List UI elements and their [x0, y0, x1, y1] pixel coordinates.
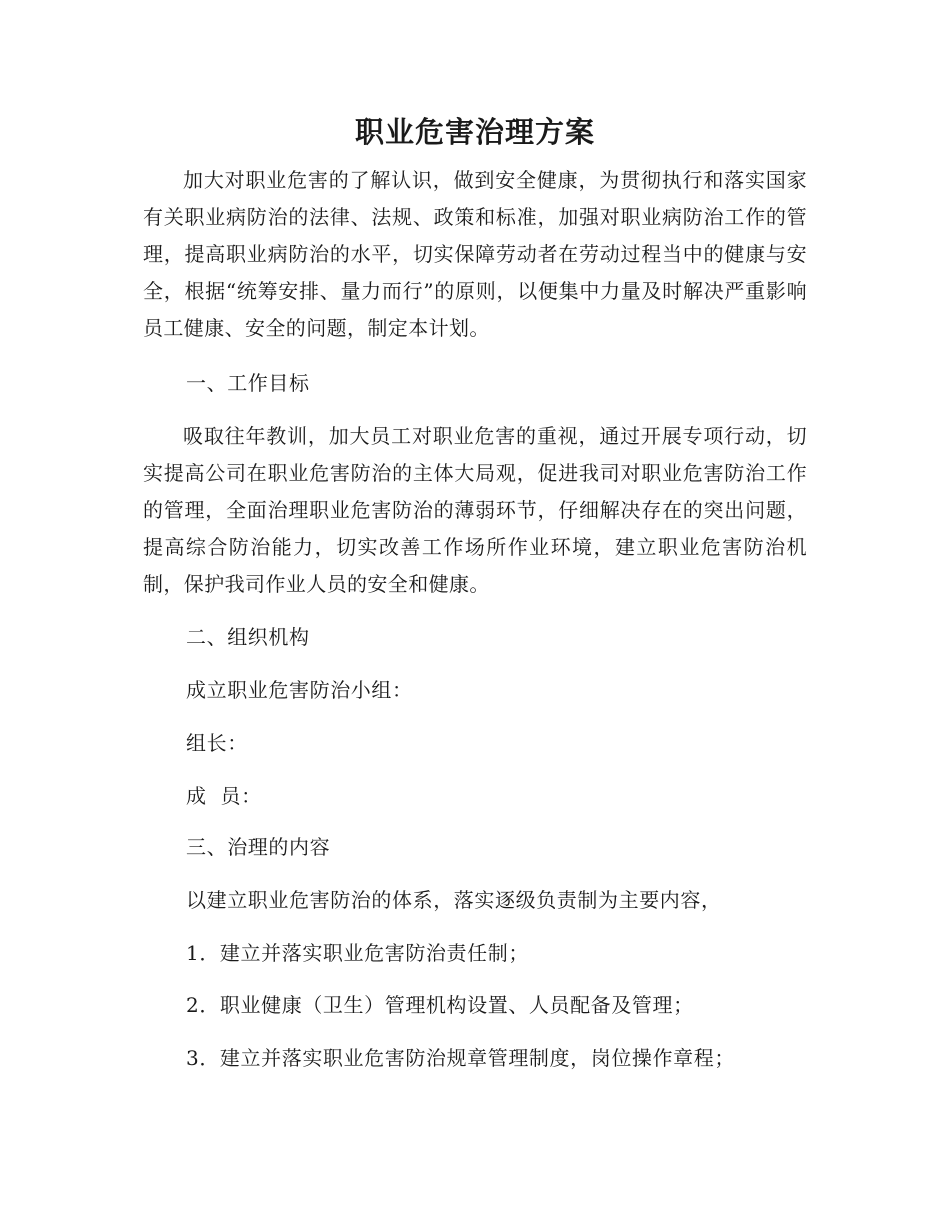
section-heading-work-goals: 一、工作目标	[186, 371, 310, 395]
leader-line: 组长：	[186, 731, 248, 755]
work-goals-paragraph: 吸取往年教训，加大员工对职业危害的重视，通过开展专项行动，切实提高公司在职业危害防治的主体大局观，促进我司对职业危害防治工作的管理，全面治理职业危害防治的薄弱环节，仔细解决存在的突出问题，提高综合防治能力，切实改善工作场所作业环境，建立职业危害防治机制，保护我司作业人员的安全和健康。	[143, 424, 807, 596]
list-item: 3．建立并落实职业危害防治规章管理制度，岗位操作章程；	[186, 1046, 735, 1070]
members-line: 成 员：	[186, 784, 262, 808]
list-item: 2．职业健康（卫生）管理机构设置、人员配备及管理；	[186, 993, 694, 1017]
section-heading-organization: 二、组织机构	[186, 625, 310, 649]
document-title: 职业危害治理方案	[354, 115, 595, 149]
group-line: 成立职业危害防治小组：	[186, 678, 413, 702]
contents-intro-line: 以建立职业危害防治的体系，落实逐级负责制为主要内容，	[186, 888, 722, 912]
list-item: 1．建立并落实职业危害防治责任制；	[186, 941, 529, 965]
section-heading-contents: 三、治理的内容	[186, 835, 331, 859]
intro-paragraph: 加大对职业危害的了解认识，做到安全健康，为贯彻执行和落实国家有关职业病防治的法律、法规、政策和标准，加强对职业病防治工作的管理，提高职业病防治的水平，切实保障劳动者在劳动过程当中的健康与安全，根据“统筹安排、量力而行”的原则，以便集中力量及时解决严重影响员工健康、安全的问题，制定本计划。	[143, 168, 807, 340]
